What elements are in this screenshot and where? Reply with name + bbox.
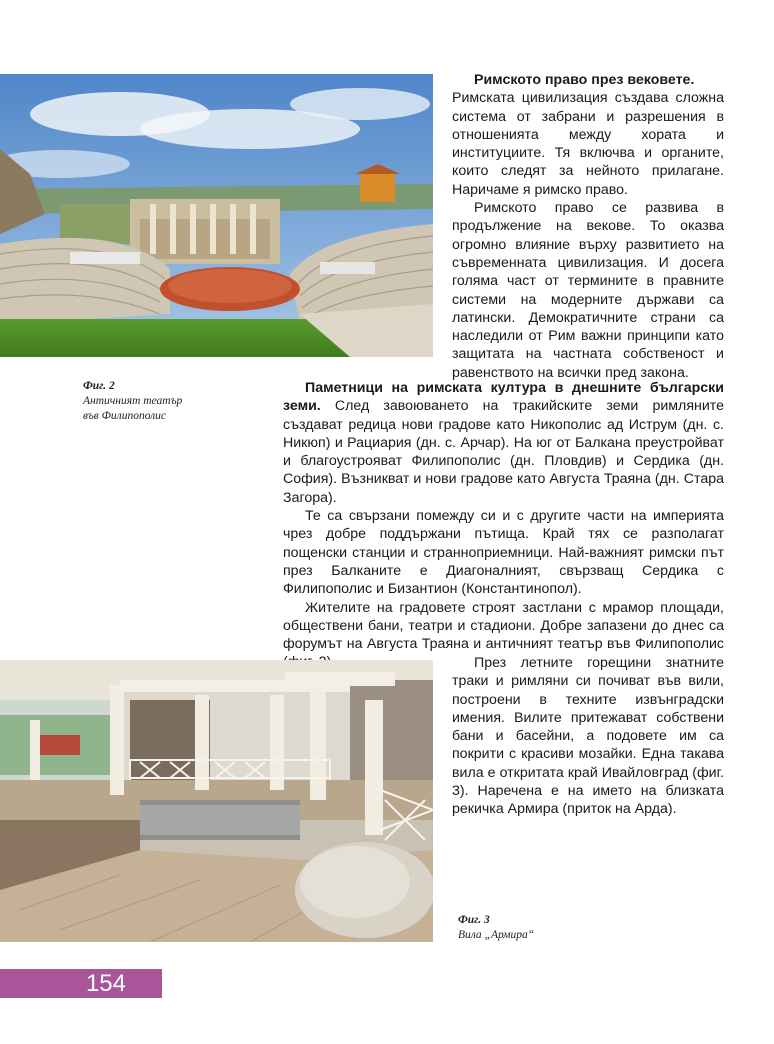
villas-section bbox=[452, 654, 724, 819]
monuments-paragraph-3: Жителите на градовете строят застлани с мрамор площади, обществени бани, театри и стадиони. Добре запазени до днес са форумът на Августа Траяна и античният театър във Филипополис bbox=[283, 599, 724, 653]
monuments-heading: Паметници на римската култура в днешните български земи. bbox=[283, 380, 724, 415]
villas-paragraph-1: През летните горещини знатните траки и римляни си почиват във вили, построени в техните извънградски имения. Вилите притежават собствени бани и басейни, а подовете им са покрити с красиви мозайки. Една такава вила е откритата край Ивайловград (фиг. 3). Наречена е на името на близката рекичка Армира (приток на Арда). bbox=[452, 655, 724, 818]
monuments-paragraph-1 bbox=[283, 379, 724, 507]
fig2-caption-line1: Античният театър bbox=[83, 395, 183, 407]
page-number-bar bbox=[0, 969, 162, 998]
page-number: 154 bbox=[85, 970, 126, 997]
roman-law-text-1: Римската цивилизация създава сложна система от забрани и разрешения в отношенията между хората и институциите. Тя включва и органите, които следят за нейното прилагане. Наричаме я римско право. bbox=[452, 90, 724, 198]
fig3-label: Фиг. 3 bbox=[458, 914, 490, 926]
fig3-caption bbox=[458, 913, 608, 943]
monuments-paragraph-2: Те са свързани помежду си и с другите части на империята чрез добре поддържани пътища. Край тях се разполагат пощенски станции и странноприемници. Най-важният римски път през Балканите е Диагоналният, свързващ Сердика с Филипополис и Бизантион (Константинопол). bbox=[283, 508, 724, 598]
monuments-section bbox=[283, 379, 724, 672]
roman-law-paragraph-2: Римското право се развива в продължение на векове. То оказва огромно влияние върху развитието на съвременната цивилизация. И досега голяма част от термините в правните системи на модерните държави са латински. Демократичните страни са наследили от Рим важни принципи като защитата на частната собственост и равенството на всички пред закона. bbox=[452, 200, 724, 381]
fig3-caption-text: Вила „Армира“ bbox=[458, 929, 535, 941]
ancient-theatre-photo bbox=[0, 74, 433, 357]
roman-law-section bbox=[452, 71, 724, 382]
monuments-text-1: След завоюването на тракийските земи римляните създават редица нови градове като Никополис ад Иструм (дн. с. Никюп) и Рациария (дн. с. Арчар). На юг от Балкана преустройват и благоустрояват Филипополис (дн. Пловдив) и Сердика (дн. София). Възникват и нови градове като Августа Траяна (дн. Стара Загора). bbox=[283, 398, 724, 506]
fig2-caption bbox=[83, 379, 233, 424]
fig2-caption-line2: във Филипополис bbox=[83, 410, 167, 422]
fig2-label: Фиг. 2 bbox=[83, 380, 115, 392]
roman-law-paragraph-1 bbox=[452, 71, 724, 199]
roman-law-heading: Римското право през вековете. bbox=[474, 72, 695, 88]
villa-armira-photo bbox=[0, 660, 433, 942]
